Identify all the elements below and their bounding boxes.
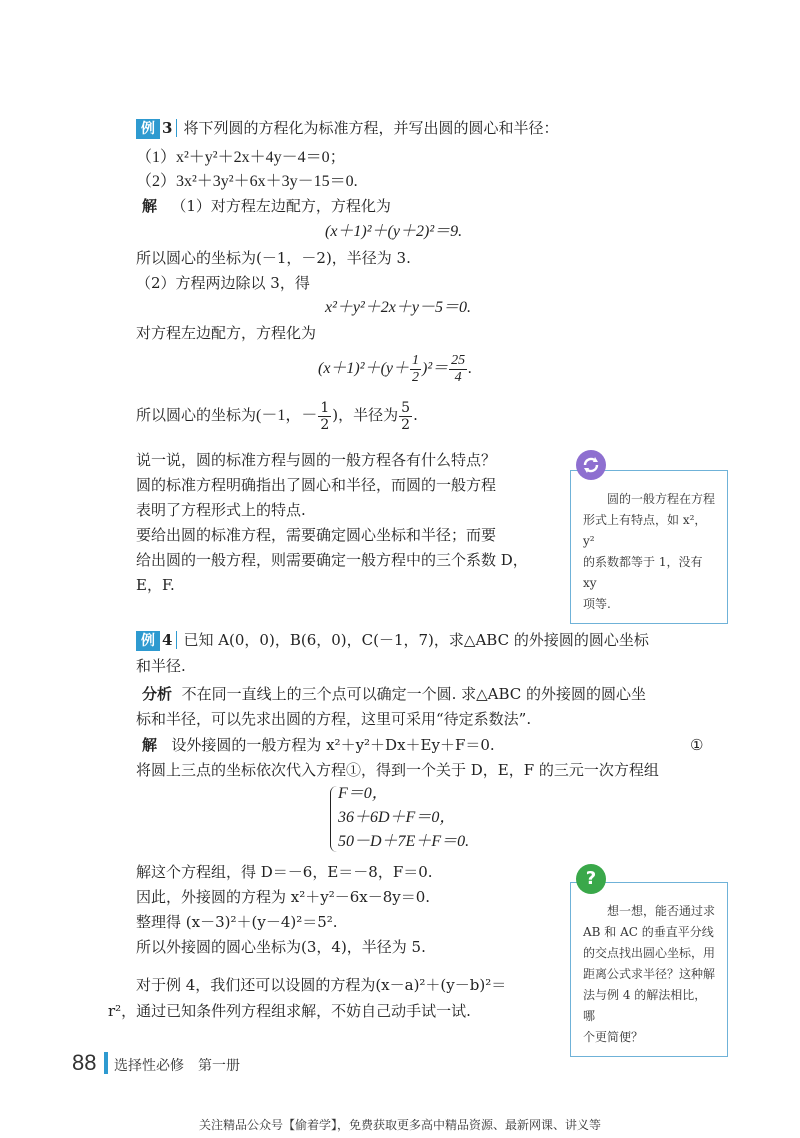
example3-title: 将下列圆的方程化为标准方程，并写出圆的圆心和半径： (183, 119, 559, 137)
after-line-1: 对于例 4，我们还可以设圆的方程为(x－a)²＋(y－b)²＝ (136, 976, 507, 994)
footer-text: 关注精品公众号【偷着学】，免费获取更多高中精品资源、最新网课、讲义等 (198, 1118, 601, 1132)
text-part: . (413, 406, 418, 424)
discussion-line-4: 要给出圆的标准方程，需要确定圆心坐标和半径；而要 (136, 526, 497, 544)
system-brace (330, 786, 337, 852)
system-eq-3: 50－D＋7E＋F＝0. (338, 833, 470, 850)
result-line-4: 所以外接圆的圆心坐标为(3，4)，半径为 5. (136, 938, 426, 956)
result-line-1: 解这个方程组，得 D＝－6，E＝－8，F＝0. (136, 863, 433, 881)
sidenote1-line-4: 项等. (583, 597, 611, 611)
sidenote-box-2 (570, 882, 728, 1057)
after-line-2: r²，通过已知条件列方程组求解，不妨自己动手试一试. (108, 1002, 471, 1020)
refresh-icon (576, 450, 606, 480)
sidenote2-line-5: 法与例 4 的解法相比，哪 (583, 988, 707, 1023)
example-number: 3 (162, 119, 177, 137)
fraction-half (410, 353, 421, 386)
example3-solution-intro (142, 196, 391, 216)
sidenote2-line-6: 个更简便？ (583, 1030, 644, 1044)
frac-num: 1 (412, 352, 419, 368)
text-part: (－1，－ (256, 407, 318, 424)
discussion-line-5: 给出圆的一般方程，则需要确定一般方程中的三个系数 D， (136, 551, 528, 569)
example-tag: 例 (136, 119, 160, 139)
sidenote2-line-2: AB 和 AC 的垂直平分线 (583, 925, 714, 939)
page-number: 88 (72, 1050, 97, 1075)
center-s2 (136, 398, 418, 433)
sidenote1-line-1: 圆的一般方程在方程 (607, 492, 716, 506)
example4-heading (136, 630, 649, 651)
discussion-line-3: 表明了方程形式上的特点. (136, 501, 306, 519)
solution-label: 解 (142, 736, 158, 754)
equation-s2a: x²＋y²＋2x＋y－5＝0. (325, 299, 472, 316)
eq-part: (y＋ (380, 360, 409, 377)
frac-den: 2 (412, 369, 419, 385)
sidenote2-line-1: 想一想，能否通过求 (607, 904, 716, 918)
equation-s2b (318, 352, 472, 386)
result-line-2: 因此，外接圆的方程为 x²＋y²－6x－8y＝0. (136, 888, 431, 906)
sidenote2-line-4: 距离公式求半径？这种解 (583, 967, 716, 981)
fraction-half-2 (318, 400, 331, 433)
example4-title-2: 和半径. (136, 657, 186, 675)
page-bar (104, 1052, 108, 1074)
system-eq-1: F＝0， (338, 785, 388, 802)
text-part: )，半径为 (332, 406, 399, 424)
solution2-mid: 对方程左边配方，方程化为 (136, 324, 317, 342)
discussion-line-1: 说一说，圆的标准方程与圆的一般方程各有什么特点？ (136, 451, 497, 469)
eq-part: (x＋1)²＋ (318, 360, 381, 377)
example3-q2: （2）3x²＋3y²＋6x＋3y－15＝0. (136, 173, 358, 190)
example4-title: 已知 A(0，0)，B(6，0)，C(－1，7)，求△ABC 的外接圆的圆心坐标 (183, 631, 649, 649)
equation-s1: (x＋1)²＋(y＋2)²＝9. (325, 223, 463, 240)
analysis-text: 不在同一直线上的三个点可以确定一个圆. 求△ABC 的外接圆的圆心坐 (181, 685, 647, 703)
solution-text: 设外接圆的一般方程为 x²＋y²＋Dx＋Ey＋F＝0. (171, 736, 495, 754)
discussion-line-2: 圆的标准方程明确指出了圆心和半径，而圆的一般方程 (136, 476, 497, 494)
book-label: 选择性必修 第一册 (114, 1058, 240, 1074)
sidenote1-line-2: 形式上有特点，如 x²，y² (583, 513, 707, 548)
question-icon: ? (576, 864, 606, 894)
solution-label: 解 (142, 197, 158, 215)
system-eq-2: 36＋6D＋F＝0， (338, 809, 456, 826)
analysis-label: 分析 (142, 685, 173, 703)
analysis-line-2: 标和半径，可以先求出圆的方程，这里可采用“待定系数法”. (136, 710, 532, 728)
frac-den: 2 (401, 416, 411, 433)
frac-num: 25 (451, 352, 466, 368)
fraction-25-4 (449, 353, 467, 386)
equation-mark: ① (690, 736, 704, 754)
eq-part: )²＝ (422, 360, 449, 377)
sidenote1-line-3: 的系数都等于 1，没有 xy (583, 555, 703, 590)
example-tag: 例 (136, 631, 160, 651)
solution1-intro: （1）对方程左边配方，方程化为 (171, 197, 391, 215)
example4-solution-1 (142, 735, 495, 755)
example3-q1: （1）x²＋y²＋2x＋4y－4＝0； (136, 149, 346, 166)
sidenote2-line-3: 的交点找出圆心坐标，用 (583, 946, 716, 960)
fraction-5-2 (399, 400, 412, 433)
frac-num: 1 (320, 399, 330, 416)
frac-den: 2 (320, 416, 330, 433)
center-s1: 所以圆心的坐标为(－1，－2)，半径为 3. (136, 249, 411, 267)
analysis-line-1 (142, 684, 646, 704)
solution2-intro: （2）方程两边除以 3，得 (136, 274, 310, 292)
example-number: 4 (162, 631, 177, 649)
sidenote-box-1 (570, 470, 728, 624)
result-line-3: 整理得 (x－3)²＋(y－4)²＝5². (136, 913, 338, 931)
example3-heading (136, 118, 558, 139)
text-part: 所以圆心的坐标为 (136, 406, 257, 424)
discussion-line-6: E，F. (136, 576, 175, 594)
frac-num: 5 (401, 399, 411, 416)
eq-part: . (468, 360, 473, 377)
frac-den: 4 (454, 369, 462, 385)
example4-solution-2: 将圆上三点的坐标依次代入方程①，得到一个关于 D，E，F 的三元一次方程组 (136, 761, 659, 779)
